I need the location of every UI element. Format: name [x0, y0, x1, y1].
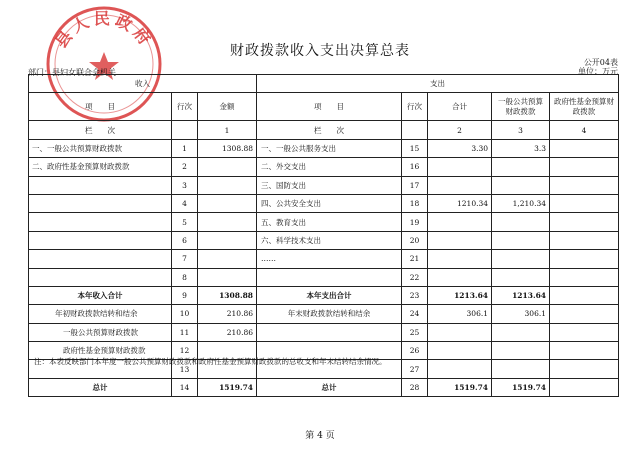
- expense-general: 1213.64: [492, 286, 550, 304]
- dept-name: 县妇女联合会机关: [52, 68, 116, 77]
- income-item: 一般公共预算财政拨款: [29, 323, 172, 341]
- expense-general: 3.3: [492, 139, 550, 157]
- expense-row-number: 26: [402, 342, 428, 360]
- income-row-number: 11: [172, 323, 198, 341]
- expense-fund: [550, 213, 619, 231]
- report-title: 财政拨款收入支出决算总表: [230, 43, 410, 59]
- lanci-seq: [172, 121, 198, 139]
- income-amount-header: 金额: [198, 93, 257, 121]
- expense-general: 1519.74: [492, 378, 550, 396]
- expense-fund: [550, 360, 619, 378]
- expense-row-number: 15: [402, 139, 428, 157]
- expense-item: 三、国防支出: [257, 176, 402, 194]
- expense-item: 四、公共安全支出: [257, 194, 402, 212]
- lanci-seq: [402, 121, 428, 139]
- expense-fund: [550, 305, 619, 323]
- income-item: 一、一般公共预算财政拨款: [29, 139, 172, 157]
- expense-row-number: 24: [402, 305, 428, 323]
- page-number: 第 4 页: [305, 431, 335, 441]
- income-item-header: 项 目: [29, 93, 172, 121]
- income-row-number: 3: [172, 176, 198, 194]
- expense-total: [428, 342, 492, 360]
- expense-fund: [550, 231, 619, 249]
- expense-row-number: 19: [402, 213, 428, 231]
- expense-fund-header: 政府性基金预算财政拨款: [550, 93, 619, 121]
- expense-row-number: 25: [402, 323, 428, 341]
- income-item: [29, 250, 172, 268]
- lanci-total: 2: [428, 121, 492, 139]
- expense-item: 本年支出合计: [257, 286, 402, 304]
- table-row: [29, 194, 619, 212]
- expense-item: 二、外交支出: [257, 158, 402, 176]
- expense-row-number: 17: [402, 176, 428, 194]
- expense-fund: [550, 268, 619, 286]
- income-amount: [198, 250, 257, 268]
- expense-row-number: 28: [402, 378, 428, 396]
- expense-total: [428, 250, 492, 268]
- dept-label: 部门：: [28, 68, 52, 77]
- expense-item: ……: [257, 250, 402, 268]
- expense-row-number: 22: [402, 268, 428, 286]
- income-row-number: 1: [172, 139, 198, 157]
- expense-fund: [550, 286, 619, 304]
- income-row-number: 7: [172, 250, 198, 268]
- expense-total: 3.30: [428, 139, 492, 157]
- budget-table: [28, 74, 619, 397]
- expense-total: 1519.74: [428, 378, 492, 396]
- expense-total: [428, 176, 492, 194]
- expense-fund: [550, 139, 619, 157]
- income-item: 年初财政拨款结转和结余: [29, 305, 172, 323]
- income-amount: [198, 176, 257, 194]
- expense-item: [257, 268, 402, 286]
- lanci-label: 栏 次: [257, 121, 402, 139]
- income-row-number: 2: [172, 158, 198, 176]
- income-item: [29, 194, 172, 212]
- table-row: [29, 158, 619, 176]
- income-amount: 210.86: [198, 323, 257, 341]
- expense-fund: [550, 378, 619, 396]
- expense-item-header: 项 目: [257, 93, 402, 121]
- expense-general: [492, 158, 550, 176]
- expense-total-header: 合计: [428, 93, 492, 121]
- income-row-number: 13: [172, 360, 198, 378]
- lanci-label: 栏 次: [29, 121, 172, 139]
- lanci-general: 3: [492, 121, 550, 139]
- income-row-number: 4: [172, 194, 198, 212]
- svg-text:县人民政府: 县人民政府: [51, 9, 157, 52]
- income-item: [29, 231, 172, 249]
- lanci-amount: 1: [198, 121, 257, 139]
- expense-seq-header: 行次: [402, 93, 428, 121]
- expense-total: [428, 231, 492, 249]
- table-row: [29, 268, 619, 286]
- income-row-number: 5: [172, 213, 198, 231]
- table-body: [29, 75, 619, 397]
- expense-total: [428, 268, 492, 286]
- expense-general-header: 一般公共预算财政拨款: [492, 93, 550, 121]
- table-row: [29, 139, 619, 157]
- expense-fund: [550, 176, 619, 194]
- income-row-number: 12: [172, 342, 198, 360]
- income-amount: [198, 158, 257, 176]
- unit-label: 单位：万元: [578, 67, 618, 76]
- expense-item: 总计: [257, 378, 402, 396]
- expense-total: 1213.64: [428, 286, 492, 304]
- expense-total: [428, 323, 492, 341]
- income-amount: 1519.74: [198, 378, 257, 396]
- income-amount: 1308.88: [198, 139, 257, 157]
- expense-row-number: 23: [402, 286, 428, 304]
- lanci-fund: 4: [550, 121, 619, 139]
- expense-total: 1210.34: [428, 194, 492, 212]
- income-item: [29, 176, 172, 194]
- expense-general: [492, 176, 550, 194]
- expense-general: [492, 250, 550, 268]
- table-row: [29, 305, 619, 323]
- income-row-number: 9: [172, 286, 198, 304]
- expense-general: [492, 231, 550, 249]
- expense-item: [257, 323, 402, 341]
- expense-fund: [550, 250, 619, 268]
- expense-row-number: 27: [402, 360, 428, 378]
- expense-general: [492, 342, 550, 360]
- income-amount: [198, 231, 257, 249]
- expense-row-number: 18: [402, 194, 428, 212]
- income-item: 政府性基金预算财政拨款: [29, 342, 172, 360]
- income-amount: 1308.88: [198, 286, 257, 304]
- income-item: 本年收入合计: [29, 286, 172, 304]
- table-row: [29, 250, 619, 268]
- income-item: [29, 213, 172, 231]
- expense-general: [492, 213, 550, 231]
- table-row: [29, 378, 619, 396]
- expense-row-number: 20: [402, 231, 428, 249]
- table-row: [29, 213, 619, 231]
- footnote: 注：本表反映部门本年度一般公共预算财政拨款和政府性基金预算财政拨款的总收支和年末结转结余情况。: [34, 357, 387, 366]
- expense-item: 一、一般公共服务支出: [257, 139, 402, 157]
- expense-general: 1,210.34: [492, 194, 550, 212]
- expense-general: [492, 268, 550, 286]
- expense-fund: [550, 158, 619, 176]
- income-amount: [198, 268, 257, 286]
- expense-total: [428, 158, 492, 176]
- expense-general: [492, 323, 550, 341]
- table-row: [29, 286, 619, 304]
- income-row-number: 14: [172, 378, 198, 396]
- income-header: 收入: [29, 75, 257, 93]
- expense-row-number: 16: [402, 158, 428, 176]
- expense-total: [428, 360, 492, 378]
- expense-header: 支出: [257, 75, 619, 93]
- expense-total: [428, 213, 492, 231]
- expense-fund: [550, 323, 619, 341]
- income-item: [29, 268, 172, 286]
- expense-item: 六、科学技术支出: [257, 231, 402, 249]
- table-row: [29, 323, 619, 341]
- form-code: 公开04表: [583, 58, 618, 67]
- expense-fund: [550, 342, 619, 360]
- expense-row-number: 21: [402, 250, 428, 268]
- income-row-number: 10: [172, 305, 198, 323]
- income-amount: 210.86: [198, 305, 257, 323]
- expense-general: [492, 360, 550, 378]
- expense-total: 306.1: [428, 305, 492, 323]
- expense-general: 306.1: [492, 305, 550, 323]
- expense-item: 五、教育支出: [257, 213, 402, 231]
- income-amount: [198, 213, 257, 231]
- table-row: [29, 176, 619, 194]
- expense-fund: [550, 194, 619, 212]
- income-amount: [198, 194, 257, 212]
- income-item: 二、政府性基金预算财政拨款: [29, 158, 172, 176]
- income-item: 总计: [29, 378, 172, 396]
- income-row-number: 8: [172, 268, 198, 286]
- income-row-number: 6: [172, 231, 198, 249]
- income-seq-header: 行次: [172, 93, 198, 121]
- table-row: [29, 231, 619, 249]
- expense-item: 年末财政拨款结转和结余: [257, 305, 402, 323]
